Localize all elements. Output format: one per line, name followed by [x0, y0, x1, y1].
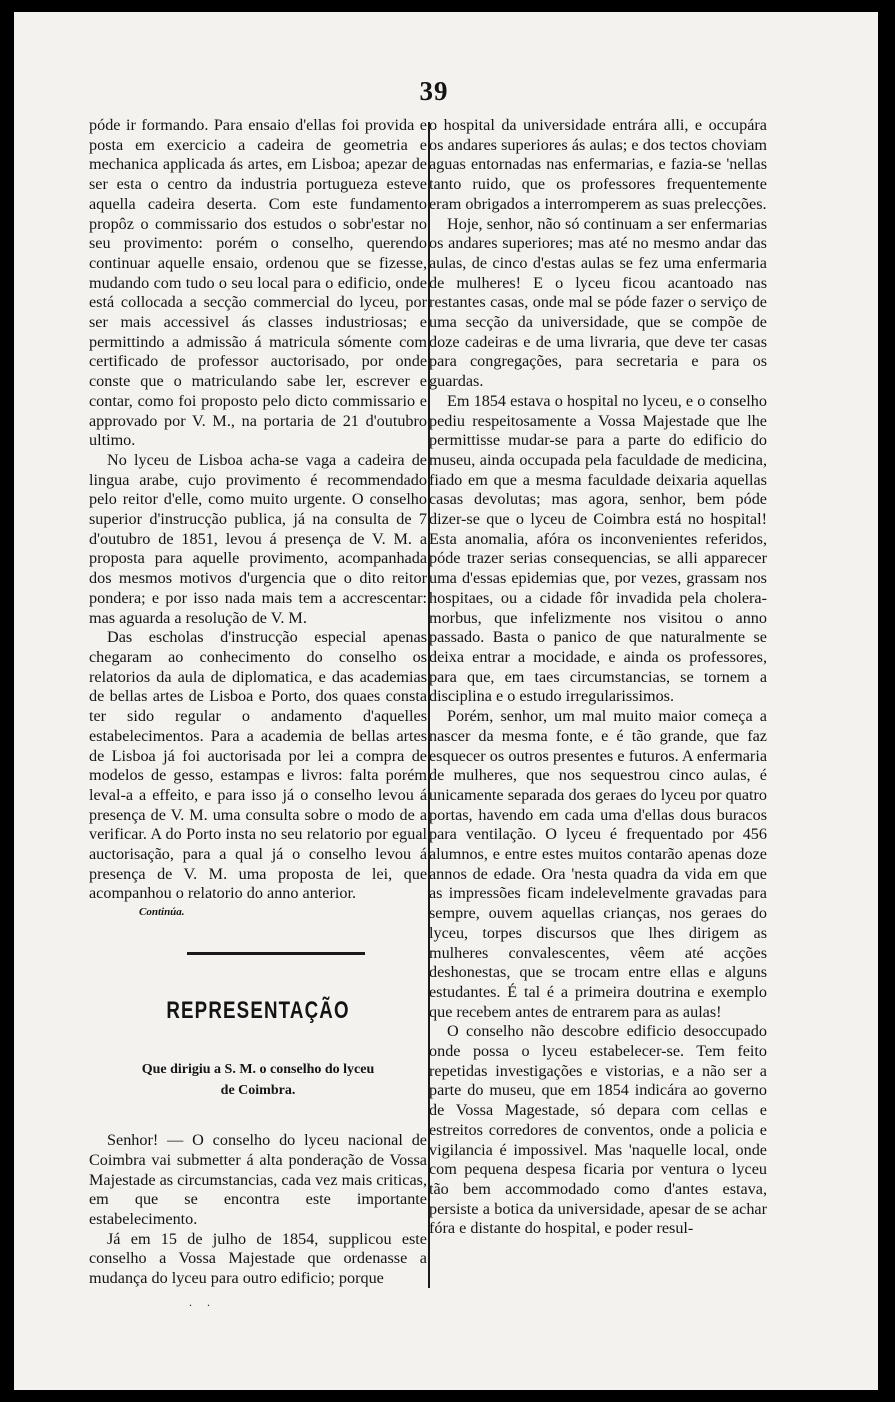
left-column — [89, 116, 427, 1310]
spacer — [89, 1101, 427, 1131]
section-subheading: Que dirigiu a S. M. o conselho do lyceu de Coimbra. — [141, 1062, 375, 1099]
paragraph: Já em 15 de julho de 1854, supplicou este conselho a Vossa Majestade que ordenasse a mudança do lyceu para outro edificio; porque — [89, 1229, 427, 1288]
ellipsis-marks: . . — [189, 1294, 216, 1309]
document-page — [14, 12, 878, 1390]
section-heading: REPRESENTAÇÃO — [166, 997, 350, 1025]
paragraph: O conselho não descobre edificio desoccupado onde possa o lyceu estabelecer-se. Tem feito repetidas investigações e vistorias, e a não ser a parte do museu, que em 1854 indicára ao governo de Vossa Magestade, só depara com cellas e estreitos corredores de conventos, onde a policia e vigilancia é impossivel. Mas 'naquelle local, onde com pequena despesa ficaria por ventura o lyceu tão bem accommodado como d'antes estava, persiste a botica da universidade, apesar de se achar fóra e distante do hospital, e poder resul- — [429, 1022, 767, 1238]
paragraph: Em 1854 estava o hospital no lyceu, e o conselho pediu respeitosamente a Vossa Majestade que lhe permittisse mudar-se para a parte do edificio do museu, ainda occupada pela faculdade de medicina, fiado em que a mesma faculdade deixaria aquellas casas devolutas; mas agora, senhor, bem póde dizer-se que o lyceu de Coimbra está no hospital! Esta anomalia, afóra os inconvenientes referidos, póde trazer serias consequencias, se alli apparecer uma d'essas epidemias que, por vezes, grassam nos hospitaes, ou a cidade fôr invadida pela cholera-morbus, que infelizmente nos visitou o anno passado. Basta o panico de que naturalmente se deixa entrar a mocidade, e ainda os professores, para que, em taes circumstancias, se tornem a disciplina e o estudo irregularissimos. — [429, 391, 767, 706]
paragraph: Porém, senhor, um mal muito maior começa a nascer da mesma fonte, e é tão grande, que faz esquecer os outros presentes e futuros. A enfermaria de mulheres, que nos sequestrou cinco aulas, é unicamente separada dos geraes do lyceu por quatro portas, havendo em cada uma d'ellas dous buracos para ventilação. O lyceu é frequentado por 456 alumnos, e entre estes muitos contarão apenas doze annos de edade. Ora 'nesta quadra da vida em que as impressões ficam indelevelmente gravadas para sempre, ouvem aquellas crianças, nos geraes do lyceu, torpes discursos que lhes dirigem as mulheres convalescentes, vêem até acções deshonestas, que se trocam entre ellas e alguns estudantes. É tal é a primeira doutrina e exemplo que recebem antes de entrarem para as aulas! — [429, 707, 767, 1021]
paragraph: Hoje, senhor, não só continuam a ser enfermarias os andares superiores; mas até no mesmo andar das aulas, de cinco d'estas aulas se fez uma enfermaria de mulheres! E o lyceu ficou acantoado nas restantes casas, onde mal se póde fazer o serviço de uma secção da universidade, que se compõe de doze cadeiras e de uma livraria, que deve ter casas para congregações, para secretaria e para os guardas. — [429, 214, 767, 391]
section-separator — [187, 952, 365, 955]
right-column — [429, 116, 767, 1239]
paragraph: o hospital da universidade entrára alli, e occupára os andares superiores ás aulas; e dos tectos choviam aguas entornadas nas enfermarias, e fazia-se 'nellas tanto ruido, que os professores frequentemente eram obrigados a interromperem as suas prelecções. — [429, 116, 767, 213]
page-number: 39 — [419, 76, 449, 106]
paragraph: Das escholas d'instrucção especial apenas chegaram ao conhecimento do conselho os relatorios da aula de diplomatica, e das academias de bellas artes de Lisboa e Porto, dos quaes consta ter sido regular o andamento d'aquelles estabelecimentos. Para a academia de bellas artes de Lisboa já foi auctorisada por lei a compra de modelos de gesso, estampas e livros: falta porém leval-a a effeito, e para isso já o conselho levou á presença de V. M. uma consulta sobre o modo de a verificar. A do Porto insta no seu relatorio por egual auctorisação, para a qual já o conselho levou á presença de V. M. uma proposta de lei, que acompanhou o relatorio do anno anterior. — [89, 628, 427, 903]
paragraph: Senhor! — O conselho do lyceu nacional de Coimbra vai submetter á alta ponderação de Vossa Majestade as circumstancias, cada vez mais criticas, em que se encontra este importante estabelecimento. — [89, 1131, 427, 1228]
paragraph: póde ir formando. Para ensaio d'ellas foi provida e posta em exercicio a cadeira de geometria e mechanica applicada ás artes, em Lisboa; apezar de ser esta o centro da industria portugueza esteve aquella cadeira deserta. Com este fundamento propôz o commissario dos estudos o sobr'estar no seu provimento: porém o conselho, querendo continuar aquelle ensaio, ordenou que se fizesse, mudando com tudo o seu local para o edificio, onde está collocada a secção commercial do lyceu, por ser mais accessivel ás classes industriosas; e permittindo a admissão á matricula sómente com certificado de professor auctorisado, por onde conste que o matriculando sabe ler, escrever e contar, como foi proposto pelo dicto commissario e approvado por V. M., na portaria de 21 d'outubro ultimo. — [89, 116, 427, 450]
paragraph: No lyceu de Lisboa acha-se vaga a cadeira de lingua arabe, cujo provimento é recommendado pelo reitor d'elle, como muito urgente. O conselho superior d'instrucção publica, já na consulta de 7 d'outubro de 1851, levou á presença de V. M. a proposta para aquelle provimento, acompanhada dos mesmos motivos d'urgencia que o dito reitor pondera; e por isso nada mais tem a accrescentar: mas aguarda a resolução de V. M. — [89, 450, 427, 627]
continued-note: Continúa. — [139, 906, 185, 919]
